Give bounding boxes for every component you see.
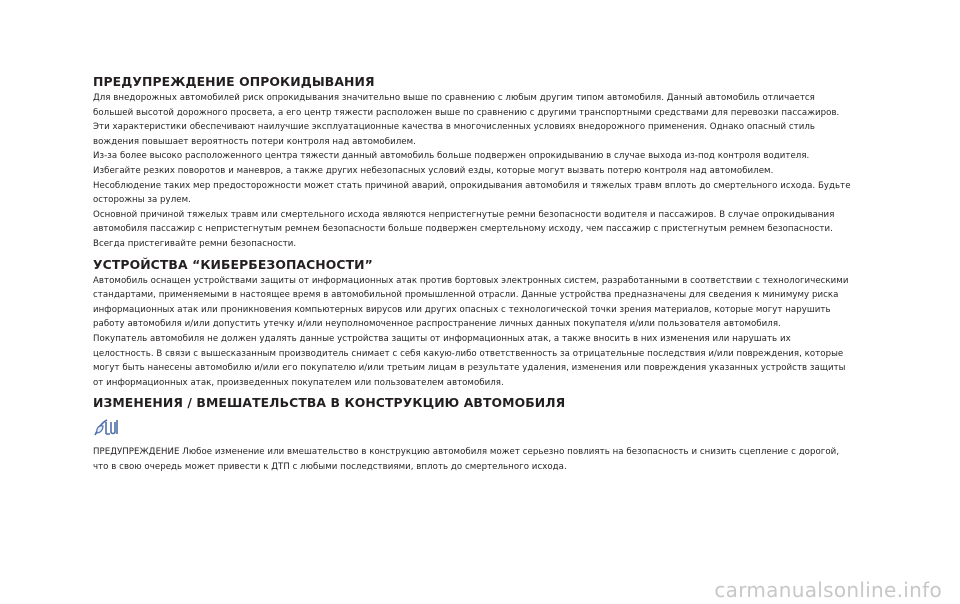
section-heading: ПРЕДУПРЕЖДЕНИЕ ОПРОКИДЫВАНИЯ xyxy=(93,74,375,89)
paragraph: Автомобиль оснащен устройствами защиты от информационных атак против бортовых электронных систем, разработанными в соответствии с технологическими стандартами, применяемыми в настоящее время в автомобильной промышленной отрасли. Данные устройства предназначены для сведения к минимуму риска информационных атак или проникновения компьютерных вирусов или других опасных с технологической точки зрения материалов, которые могут нарушить работу автомобиля и/или допустить утечку и/или неуполномоченное распространение личных данных покупателя и/или пользователя автомобиля. xyxy=(93,275,849,330)
paragraph: Избегайте резких поворотов и маневров, а также других небезопасных условий езды, которые могут вызвать потерю контроля над автомобилем. xyxy=(93,165,774,176)
environment-leaf-icon xyxy=(93,417,121,437)
paragraph: ПРЕДУПРЕЖДЕНИЕ Любое изменение или вмешательство в конструкцию автомобиля может серьезно повлиять на безопасность и снизить сцепление с дорогой, что в свою очередь может привести к ДТП с любыми последствиями, вплоть до смертельного исхода. xyxy=(93,447,840,472)
modifications-section xyxy=(93,395,853,474)
section-heading: ИЗМЕНЕНИЯ / ВМЕШАТЕЛЬСТВА В КОНСТРУКЦИЮ АВТОМОБИЛЯ xyxy=(93,395,566,411)
section-heading: УСТРОЙСТВА “КИБЕРБЕЗОПАСНОСТИ” xyxy=(93,256,373,272)
manual-page xyxy=(93,74,853,474)
cybersecurity-section xyxy=(93,257,853,391)
paragraph: Покупатель автомобиля не должен удалять данные устройства защиты от информационных атак, а также вносить в них изменения или нарушать их целостность. В связи с вышесказанным производитель снимает с себя какую-либо ответственность за отрицательные последствия и/или повреждения, которые могут быть нанесены автомобилю и/или его покупателю и/или третьим лицам в результате удаления, изменения или повреждения указанных устройств защиты от информационных атак, произведенных покупателем или пользователем автомобиля. xyxy=(93,333,846,388)
rollover-warning-section xyxy=(93,74,853,252)
paragraph: Для внедорожных автомобилей риск опрокидывания значительно выше по сравнению с любым другим типом автомобиля. Данный автомобиль отличается большей высотой дорожного просвета, а его центр тяжести расположен выше по сравнению с другими транспортными средствами для перевозки пассажиров. Эти характеристики обеспечивают наилучшие эксплуатационные качества в многочисленных условиях внедорожного применения. Однако опасный стиль вождения повышает вероятность потери контроля над автомобилем. xyxy=(93,93,840,147)
paragraph: Из-за более высоко расположенного центра тяжести данный автомобиль больше подвержен опрокидыванию в случае выхода из-под контроля водителя. xyxy=(93,151,810,162)
watermark: carmanualsonline.info xyxy=(714,578,942,602)
paragraph: Основной причиной тяжелых травм или смертельного исхода являются непристегнутые ремни безопасности водителя и пассажиров. В случае опрокидывания автомобиля пассажир с непристегнутым ремнем безопасности больше подвержен смертельному исходу, чем пассажир с пристегнутым ремнем безопасности. Всегда пристегивайте ремни безопасности. xyxy=(93,209,835,249)
paragraph: Несоблюдение таких мер предосторожности может стать причиной аварий, опрокидывания автомобиля и тяжелых травм вплоть до смертельного исхода. Будьте осторожны за рулем. xyxy=(93,180,851,206)
